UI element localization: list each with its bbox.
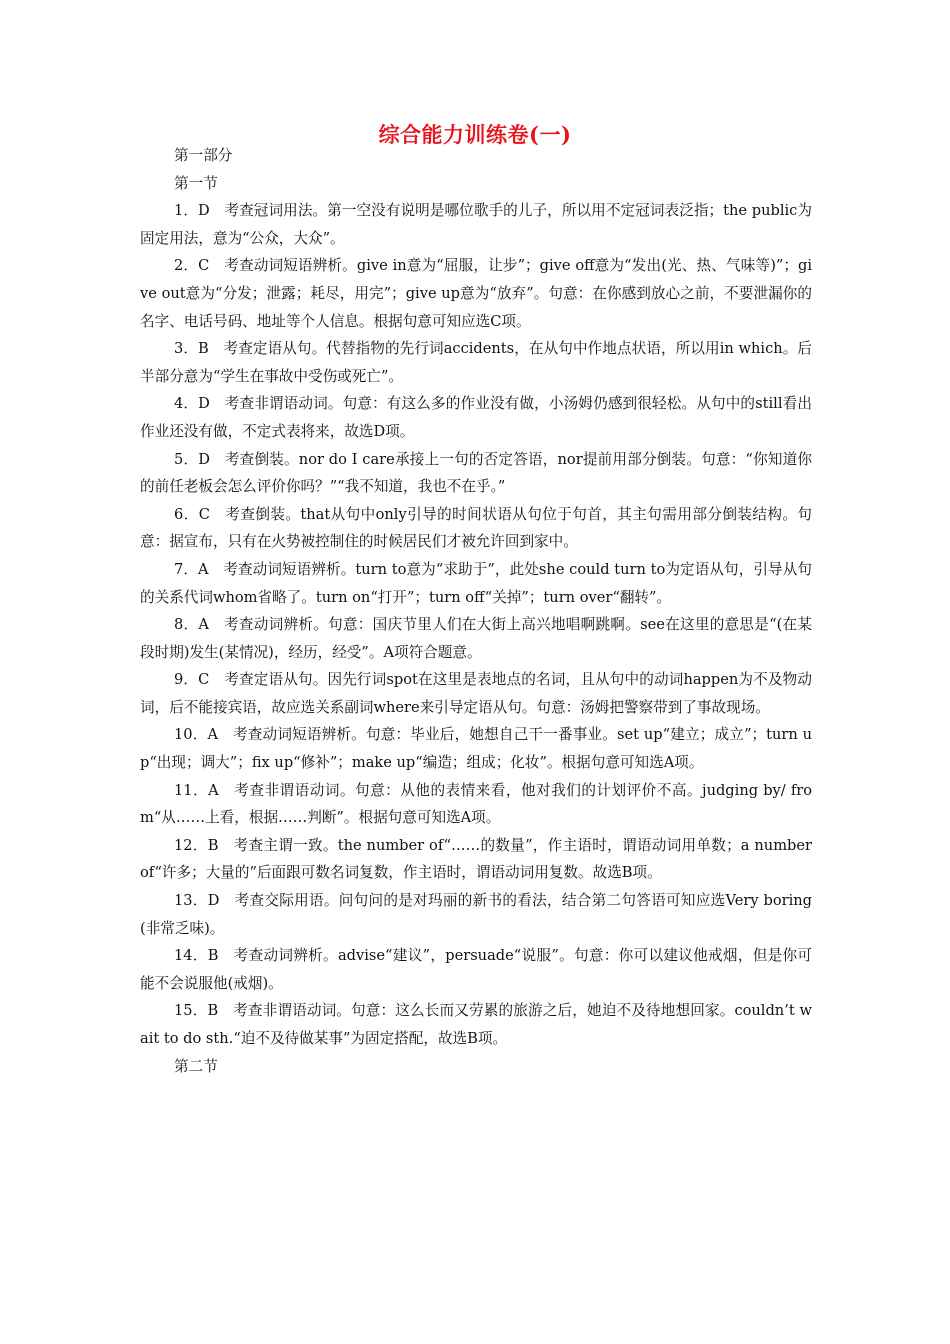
answer-item: 8．A 考查动词辨析。句意：国庆节里人们在大街上高兴地唱啊跳啊。see在这里的意思是“(在某段时期)发生(某情况)，经历，经受”。A项符合题意。 [140,616,812,661]
answer-item: 6．C 考查倒装。that从句中only引导的时间状语从句位于句首，其主句需用部分倒装结构。句意：据宣布，只有在火势被控制住的时候居民们才被允许回到家中。 [140,505,812,551]
page-title: 综合能力训练卷(一) [378,122,572,147]
subsection-heading: 第二节 [174,1057,218,1075]
answer-item: 10．A 考查动词短语辨析。句意：毕业后，她想自己干一番事业。set up“建立；成立”；turn up“出现；调大”；fix up“修补”；make up“编造；组成；化妆”。根据句意可知选A项。 [140,726,812,772]
answer-item: 7．A 考查动词短语辨析。turn to意为“求助于”，此处she could turn to为定语从句，引导从句的关系代词whom省略了。turn on“打开”；turn off“关掉”；turn over“翻转”。 [140,560,812,606]
answer-item: 9．C 考查定语从句。因先行词spot在这里是表地点的名词，且从句中的动词happen为不及物动词，后不能接宾语，故应选关系副词where来引导定语从句。句意：汤姆把警察带到了事故现场。 [140,671,812,716]
answer-item: 4．D 考查非谓语动词。句意：有这么多的作业没有做，小汤姆仍感到很轻松。从句中的still看出作业还没有做，不定式表将来，故选D项。 [140,395,812,440]
answer-item: 3．B 考查定语从句。代替指物的先行词accidents，在从句中作地点状语，所以用in which。后半部分意为“学生在事故中受伤或死亡”。 [140,340,812,385]
answer-item: 13．D 考查交际用语。问句问的是对玛丽的新书的看法，结合第二句答语可知应选Very boring(非常乏味)。 [140,892,812,937]
answer-explanations [140,142,812,1080]
answer-item: 14．B 考查动词辨析。advise“建议”，persuade“说服”。句意：你可以建议他戒烟，但是你可能不会说服他(戒烟)。 [140,947,812,992]
answer-item: 15．B 考查非谓语动词。句意：这么长而又劳累的旅游之后，她迫不及待地想回家。couldn’t wait to do sth.“迫不及待做某事”为固定搭配，故选B项。 [140,1002,812,1047]
answer-item: 1．D 考查冠词用法。第一空没有说明是哪位歌手的儿子，所以用不定冠词表泛指；the public为固定用法，意为“公众，大众”。 [140,202,812,247]
subsection-heading: 第一节 [174,174,218,192]
answer-item: 11．A 考查非谓语动词。句意：从他的表情来看，他对我们的计划评价不高。judging by/ from“从……上看，根据……判断”。根据句意可知选A项。 [140,781,812,827]
answer-item: 5．D 考查倒装。nor do I care承接上一句的否定答语，nor提前用部分倒装。句意：“你知道你的前任老板会怎么评价你吗？”“我不知道，我也不在乎。” [140,450,812,496]
answer-item: 2．C 考查动词短语辨析。give in意为“屈服，让步”；give off意为“发出(光、热、气味等)”；give out意为“分发；泄露；耗尽，用完”；give up意为“放弃”。句意：在你感到放心之前，不要泄漏你的名字、电话号码、地址等个人信息。根据句意可知应选C项。 [140,257,812,330]
section-heading: 第一部分 [174,147,233,164]
answer-item: 12．B 考查主谓一致。the number of“……的数量”，作主语时，谓语动词用单数；a number of“许多；大量的”后面跟可数名词复数，作主语时，谓语动词用复数。故选B项。 [140,836,812,882]
